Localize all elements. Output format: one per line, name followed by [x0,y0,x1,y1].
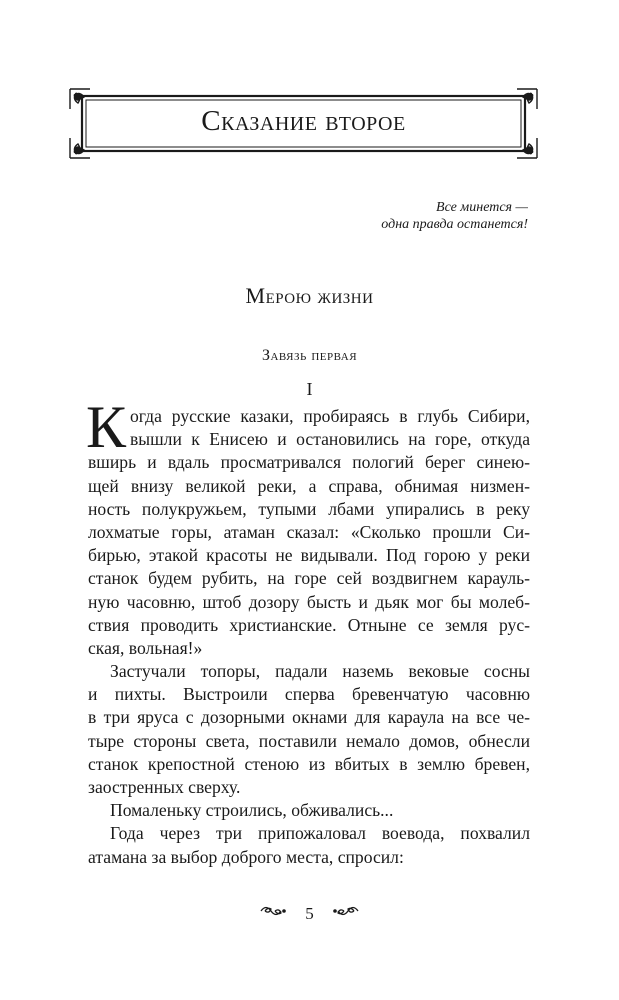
part-title: Сказание второе [201,105,406,137]
text-line: заостренных сверху. [88,777,241,797]
text-line: вширь и вдаль просматривался пологий берег синею- [88,452,530,473]
text-line: ную часовню, штоб дозору бысть и дьяк мог бы молеб- [88,591,530,612]
drop-cap: К [86,394,127,460]
body-text [86,394,530,869]
epigraph-line: Все минется — [436,200,528,215]
text-line: вышли к Енисею и остановились на горе, откуда [130,429,530,450]
text-line: ность полукружьем, тупыми лбами упирались в реку [88,498,530,519]
text-line: Застучали топоры, падали наземь вековые сосны [110,661,530,682]
text-line: Помаленьку строились, обживались... [110,800,394,821]
chapter-title: Мерою жизни [245,283,374,308]
text-line: лохматые горы, атаман сказал: «Сколько прошли Си- [88,521,530,542]
page-number: 5 [305,903,314,923]
page-footer [0,902,619,926]
flourish-right-icon [332,902,360,925]
flourish-left-icon [259,902,287,925]
text-line: в три яруса с дозорными окнами для караула на все че- [88,707,530,728]
text-line: станок будем рубить, на горе сей воздвигнем карауль- [88,568,530,589]
text-line: станок крепостной стеною из вбитых в землю бревен, [88,753,530,774]
text-line: бирью, этакой красоты не видывали. Под горою у реки [88,545,530,566]
text-line: К огда русские казаки, пробираясь в глубь Сибири, [86,394,530,460]
text-line: щей внизу великой реки, а справа, обнимая низмен- [88,475,530,496]
section-number: I [306,379,313,399]
text-line: ская, вольная!» [88,637,203,658]
text-line: Года через три припожаловал воевода, похвалил [110,823,530,844]
section-title: Завязь первая [261,347,358,364]
title-frame [68,87,539,160]
epigraph-line: одна правда останется! [381,217,528,232]
text-line: ствия проводить христианские. Отныне се земля рус- [88,614,530,635]
text-line: атамана за выбор доброго места, спросил: [88,846,404,867]
text-line: тыре стороны света, поставили немало домов, обнесли [88,730,530,751]
epigraph [268,199,528,233]
text-line: и пихты. Выстроили сперва бревенчатую часовню [88,684,530,705]
